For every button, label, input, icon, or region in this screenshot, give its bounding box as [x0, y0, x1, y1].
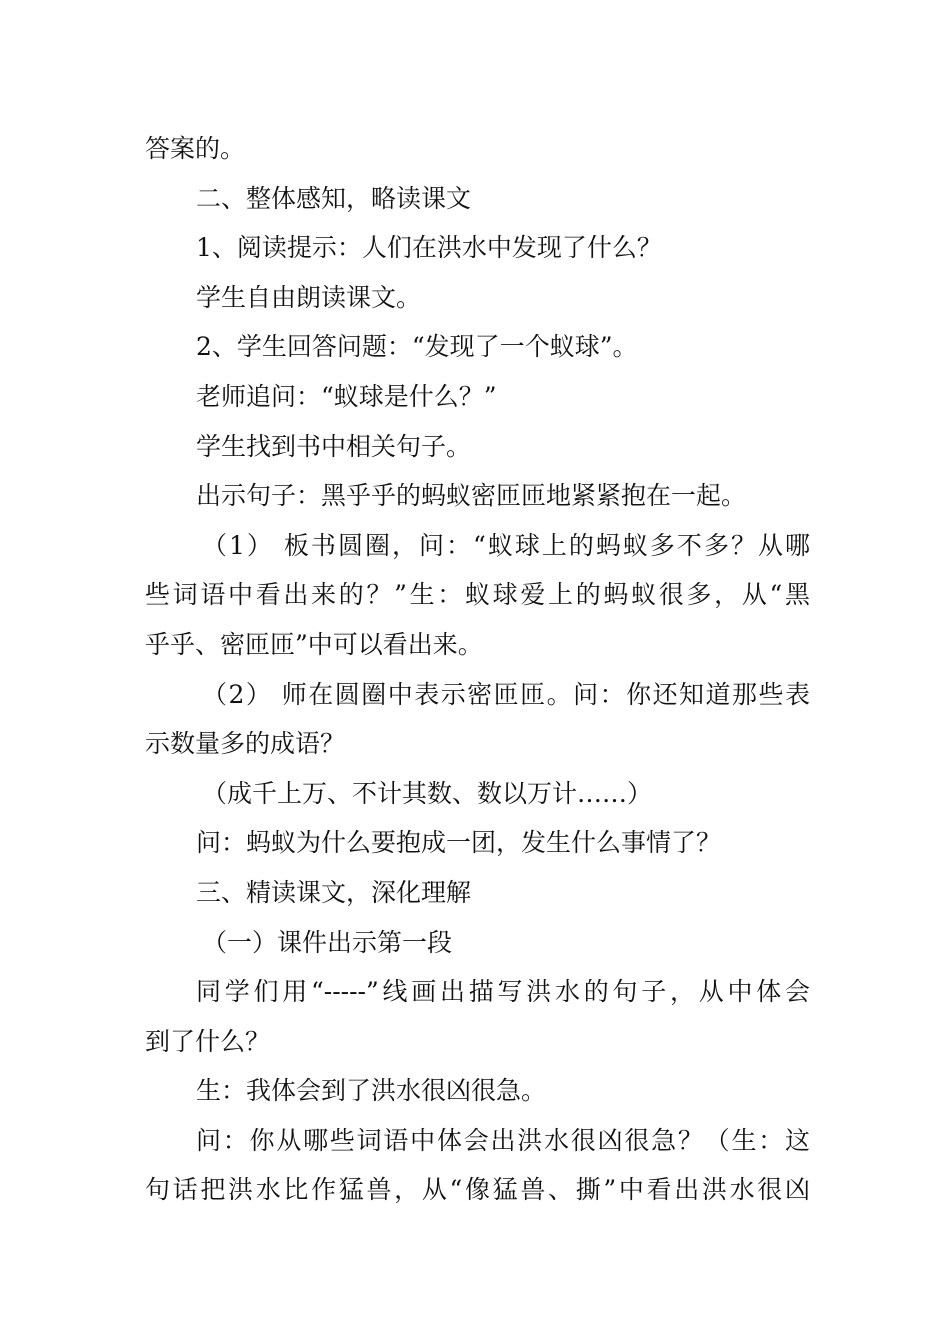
section-heading: 三、精读课文，深化理解	[196, 877, 472, 907]
text-line: 同学们用“-----”线画出描写洪水的句子，从中体会	[196, 977, 810, 1007]
text-line: 老师追问：“蚁球是什么？”	[196, 381, 497, 411]
subsection-heading: （一）课件出示第一段	[202, 927, 453, 957]
text-line: 2、学生回答问题：“发现了一个蚁球”。	[196, 332, 638, 362]
text-line: 到了什么？	[145, 1026, 271, 1056]
section-heading: 二、整体感知，略读课文	[196, 183, 472, 213]
text-line: （2） 师在圆圈中表示密匝匝。问：你还知道那些表	[202, 679, 810, 709]
text-line: 生：我体会到了洪水很凶很急。	[196, 1076, 547, 1106]
document-body	[145, 124, 810, 1215]
text-line: 示数量多的成语？	[145, 729, 346, 759]
text-line: 出示句子：黑乎乎的蚂蚁密匝匝地紧紧抱在一起。	[196, 481, 747, 511]
text-line: 些词语中看出来的？”生：蚁球爱上的蚂蚁很多，从“黑	[145, 580, 810, 610]
text-line: 1、阅读提示：人们在洪水中发现了什么？	[196, 233, 662, 263]
text-line: 句话把洪水比作猛兽，从“像猛兽、撕”中看出洪水很凶	[145, 1175, 810, 1205]
text-line: 乎乎、密匝匝”中可以看出来。	[145, 629, 483, 659]
text-line: 答案的。	[145, 134, 246, 163]
text-line: 学生自由朗读课文。	[196, 282, 422, 312]
text-line: 问：蚂蚁为什么要抱成一团，发生什么事情了？	[196, 828, 722, 858]
text-line: （成千上万、不计其数、数以万计……）	[202, 778, 653, 808]
text-line: 问：你从哪些词语中体会出洪水很凶很急？（生：这	[196, 1125, 810, 1155]
text-line: （1） 板书圆圈，问：“蚁球上的蚂蚁多不多？从哪	[202, 530, 810, 560]
text-line: 学生找到书中相关句子。	[196, 431, 472, 461]
